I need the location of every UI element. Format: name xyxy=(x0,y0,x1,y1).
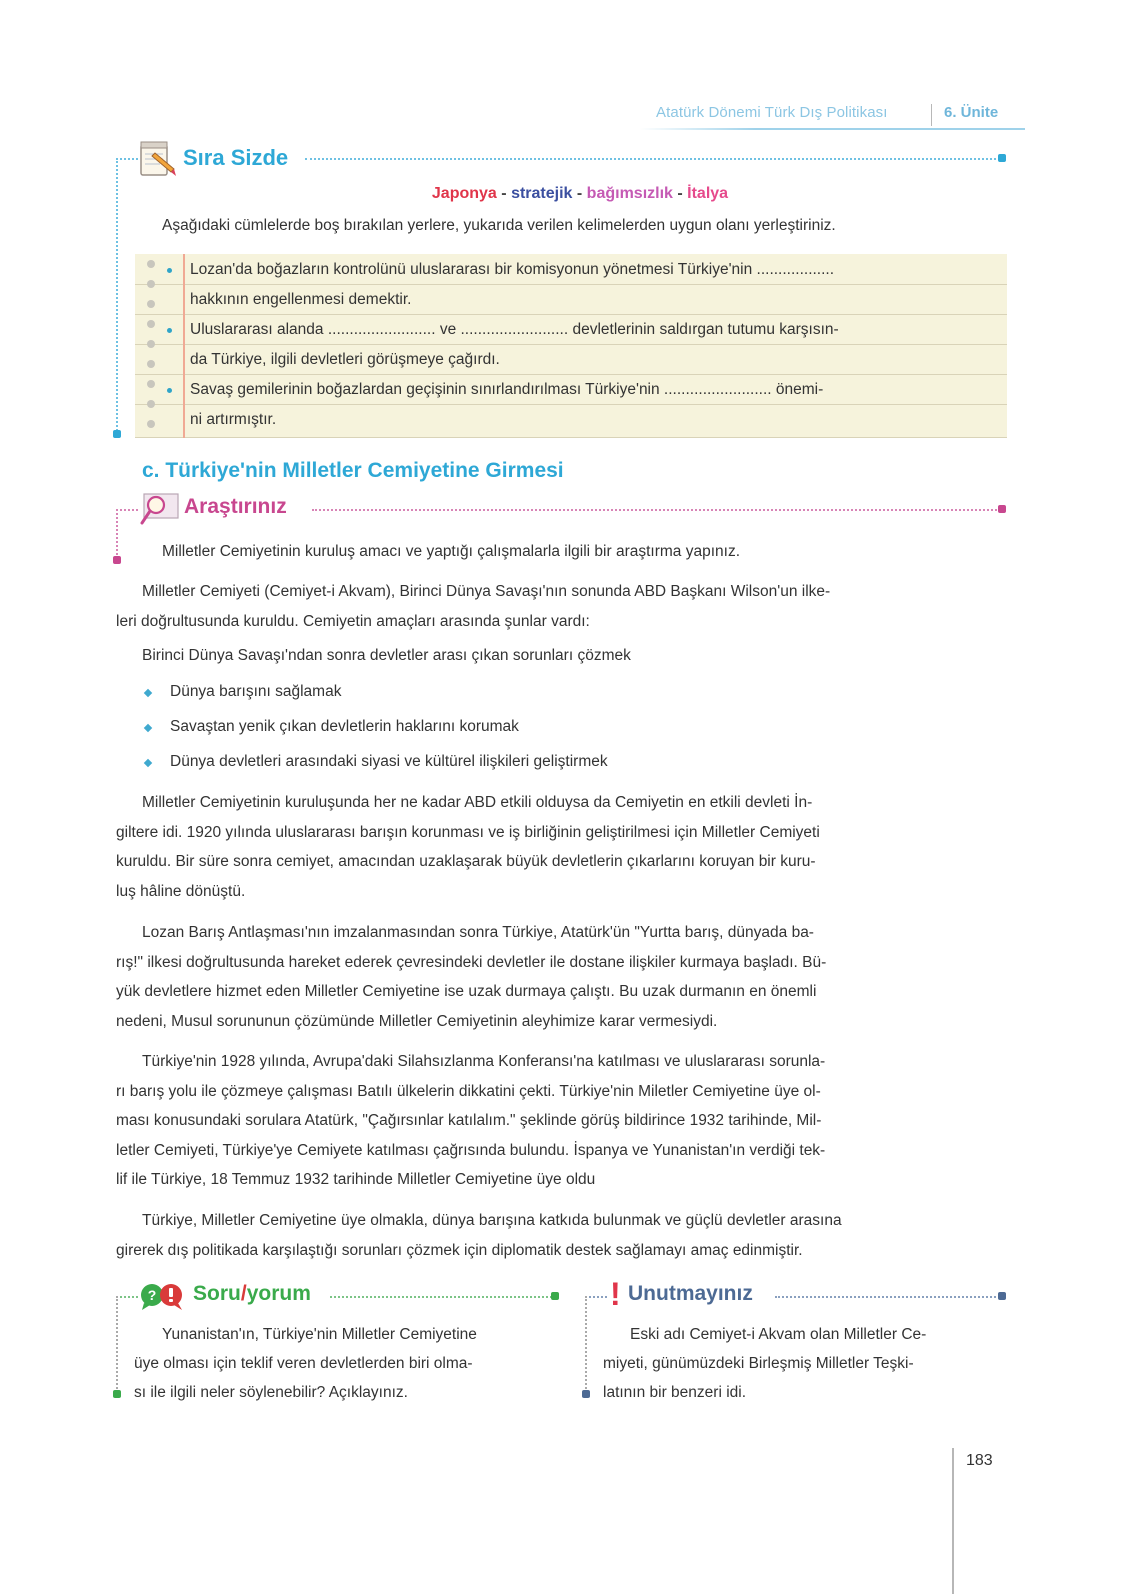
unit-label: 6. Ünite xyxy=(944,104,999,121)
ruled-line xyxy=(135,437,1007,438)
notebook-exercise-area xyxy=(135,254,1007,438)
box-corner-cap xyxy=(113,556,121,564)
soru-yorum-title xyxy=(193,1282,311,1306)
ruled-line xyxy=(135,374,1007,375)
text-line: girerek dış politikada karşılaştığı sorunları çözmek için diplomatik destek sağlamayı amaç edinmiştir. xyxy=(116,1241,803,1259)
bullet-text: Savaştan yenik çıkan devletlerin haklarını korumak xyxy=(170,718,519,735)
box-border-left xyxy=(116,509,118,559)
ruled-line xyxy=(135,344,1007,345)
text-line: leri doğrultusunda kuruldu. Cemiyetin amaçları arasında şunlar vardı: xyxy=(116,612,590,630)
box-border-top-right xyxy=(775,1296,1000,1298)
svg-text:?: ? xyxy=(147,1287,157,1303)
notepad-pencil-icon xyxy=(138,140,178,178)
exercise-instruction: Aşağıdaki cümlelerde boş bırakılan yerlere, yukarıda verilen kelimelerden uygun olanı yerleştiriniz. xyxy=(162,217,836,234)
bullet-text: Dünya devletleri arasındaki siyasi ve kültürel ilişkileri geliştirmek xyxy=(170,753,608,770)
word-stratejik: stratejik xyxy=(511,185,573,202)
item-bullet xyxy=(167,388,172,393)
fill-blank-item-1-line1: Lozan'da boğazların kontrolünü uluslararası bir komisyonun yönetmesi Türkiye'nin .................. xyxy=(190,261,835,278)
ruled-line xyxy=(135,284,1007,285)
paragraph-5 xyxy=(116,1206,1006,1265)
fill-blank-item-1-line2: hakkının engellenmesi demektir. xyxy=(190,291,412,308)
text-line: luş hâline dönüştü. xyxy=(116,882,246,900)
title-part-yorum: yorum xyxy=(246,1282,311,1305)
word-separator: - xyxy=(576,185,583,202)
box-border-top-right xyxy=(312,509,1000,511)
text-line: kuruldu. Bir süre sonra cemiyet, amacından uzaklaşarak büyük devletlerin çıkarlarını koruyan bir kuru- xyxy=(116,853,816,870)
question-line: sı ile ilgili neler söylenebilir? Açıklayınız. xyxy=(134,1384,408,1401)
exclamation-icon: ! xyxy=(610,1276,621,1312)
paragraph-4 xyxy=(116,1047,1006,1195)
box-border-left xyxy=(116,1296,118,1392)
word-separator: - xyxy=(677,185,683,202)
diamond-bullet-icon xyxy=(144,689,152,697)
box-corner-cap xyxy=(582,1390,590,1398)
title-slash: / xyxy=(240,1282,247,1305)
text-line: rış!" ilkesi doğrultusunda hareket ederek çevresindeki devletler ile dostane ilişkiler kurmaya başladı. Bü- xyxy=(116,953,827,971)
item-bullet xyxy=(167,328,172,333)
diamond-bullet-icon xyxy=(144,759,152,767)
reminder-line: miyeti, günümüzdeki Birleşmiş Milletler Teşki- xyxy=(603,1355,914,1372)
text-line: rı barış yolu ile çözmeye çalışması Batılı ülkelerin dikkatini çekti. Türkiye'nin Miletler Cemiyetine üye ol- xyxy=(116,1082,821,1100)
arastiriniz-title: Araştırınız xyxy=(184,495,287,518)
box-border-left xyxy=(585,1296,587,1392)
box-border-top-right xyxy=(330,1296,552,1298)
aim-first: Birinci Dünya Savaşı'ndan sonra devletler arası çıkan sorunları çözmek xyxy=(142,647,631,664)
intro-paragraph xyxy=(116,577,1006,671)
box-border-top-left xyxy=(116,1296,138,1298)
question-line: Yunanistan'ın, Türkiye'nin Milletler Cemiyetine xyxy=(162,1326,477,1343)
box-corner-cap xyxy=(998,1292,1006,1300)
page-number: 183 xyxy=(966,1452,993,1469)
binder-hole xyxy=(147,280,155,288)
header-divider xyxy=(931,104,932,126)
question-line: üye olması için teklif veren devletlerden biri olma- xyxy=(134,1355,473,1372)
item-bullet xyxy=(167,268,172,273)
fill-blank-item-3-line1: Savaş gemilerinin boğazlardan geçişinin sınırlandırılması Türkiye'nin ......................... önemi- xyxy=(190,381,824,398)
word-bank xyxy=(0,185,1140,203)
box-border-top-left xyxy=(116,158,138,160)
question-exclamation-bubbles-icon xyxy=(138,1281,188,1311)
paragraph-2 xyxy=(116,788,1006,906)
binder-hole xyxy=(147,420,155,428)
text-line: letler Cemiyeti, Türkiye'ye Cemiyete katılması çağrısında bulundu. İspanya ve Yunanistan'ın verdiği tek- xyxy=(116,1141,826,1159)
text-line: lif ile Türkiye, 18 Temmuz 1932 tarihinde Milletler Cemiyetine üye oldu xyxy=(116,1171,596,1188)
box-corner-cap xyxy=(113,430,121,438)
box-border-top-left xyxy=(116,509,138,511)
binder-hole xyxy=(147,260,155,268)
section-heading: c. Türkiye'nin Milletler Cemiyetine Girmesi xyxy=(142,459,564,482)
bullet-text: Dünya barışını sağlamak xyxy=(170,683,342,700)
text-line: nedeni, Musul sorununun çözümünde Milletler Cemiyetinin aleyhimize karar vermesiydi. xyxy=(116,1012,718,1030)
text-line: ması konusundaki sorulara Atatürk, "Çağırsınlar katılalım." şeklinde görüş bildirince 1932 tarihinde, Mil- xyxy=(116,1112,822,1129)
running-header xyxy=(0,100,1020,128)
notebook-margin-line xyxy=(183,254,185,438)
text-line: Milletler Cemiyetinin kuruluşunda her ne kadar ABD etkili olduysa da Cemiyetin en etkili devleti İn- xyxy=(142,794,813,811)
box-corner-cap xyxy=(551,1292,559,1300)
binder-hole xyxy=(147,360,155,368)
diamond-bullet-icon xyxy=(144,724,152,732)
fill-blank-item-2-line1: Uluslararası alanda ......................... ve ......................... devletlerinin saldırgan tutumu karşısın- xyxy=(190,321,839,338)
paragraph-3 xyxy=(116,918,1006,1036)
research-prompt: Milletler Cemiyetinin kuruluş amacı ve yaptığı çalışmalarla ilgili bir araştırma yapınız. xyxy=(162,543,741,560)
binder-hole xyxy=(147,380,155,388)
fill-blank-item-3-line2: ni artırmıştır. xyxy=(190,411,277,428)
text-line: Türkiye'nin 1928 yılında, Avrupa'daki Silahsızlanma Konferansı'na katılması ve uluslararası sorunla- xyxy=(142,1053,826,1070)
text-line: yük devletlere hizmet eden Milletler Cemiyetine ise uzak durmaya çalıştı. Bu uzak durmanın en önemli xyxy=(116,983,817,1000)
text-line: Milletler Cemiyeti (Cemiyet-i Akvam), Birinci Dünya Savaşı'nın sonunda ABD Başkanı Wilson'un ilke- xyxy=(142,583,831,600)
title-part-soru: Soru xyxy=(193,1282,241,1305)
box-corner-cap xyxy=(998,154,1006,162)
header-rule xyxy=(640,128,1025,130)
ruled-line xyxy=(135,314,1007,315)
word-japonya: Japonya xyxy=(431,185,497,202)
box-corner-cap xyxy=(113,1390,121,1398)
unutmayiniz-title: Unutmayınız xyxy=(628,1282,753,1305)
word-bagimsizlik: bağımsızlık xyxy=(586,185,673,202)
word-separator: - xyxy=(501,185,507,202)
ruled-line xyxy=(135,404,1007,405)
chapter-title: Atatürk Dönemi Türk Dış Politikası xyxy=(656,104,888,121)
text-line: giltere idi. 1920 yılında uluslararası barışın korunması ve iş birliğinin geliştirilmesi için Milletler Cemiyeti xyxy=(116,823,820,841)
binder-hole xyxy=(147,320,155,328)
box-border-top-left xyxy=(585,1296,607,1298)
reminder-line: latının bir benzeri idi. xyxy=(603,1384,747,1401)
box-corner-cap xyxy=(998,505,1006,513)
box-border-top-right xyxy=(305,158,1000,160)
text-line: Türkiye, Milletler Cemiyetine üye olmakla, dünya barışına katkıda bulunmak ve güçlü devletler arasına xyxy=(142,1212,842,1229)
binder-hole xyxy=(147,400,155,408)
reminder-line: Eski adı Cemiyet-i Akvam olan Milletler Ce- xyxy=(630,1326,927,1343)
text-line: Lozan Barış Antlaşması'nın imzalanmasından sonra Türkiye, Atatürk'ün "Yurtta barış, dünyada ba- xyxy=(142,924,814,941)
binder-hole xyxy=(147,300,155,308)
binder-hole xyxy=(147,340,155,348)
page-number-rule xyxy=(952,1448,954,1594)
fill-blank-item-2-line2: da Türkiye, ilgili devletleri görüşmeye çağırdı. xyxy=(190,351,500,368)
magnifier-icon xyxy=(138,491,180,527)
sira-sizde-title: Sıra Sizde xyxy=(183,145,289,170)
word-italya: İtalya xyxy=(687,185,729,202)
